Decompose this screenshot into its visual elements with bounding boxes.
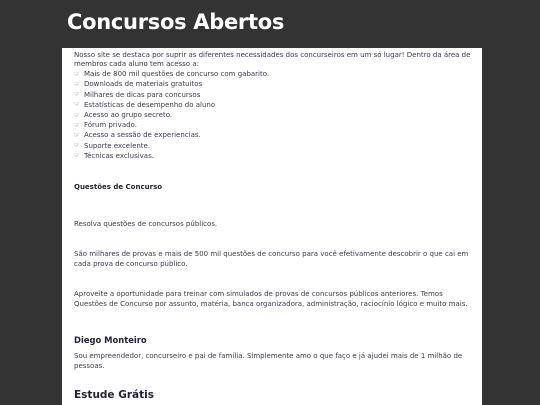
feature-item: [74, 111, 474, 121]
questoes-paragraph-2: São milhares de provas e mais de 500 mil questões de concurso para você efetivamente descobrir o que cai em cada prova de concurso público.: [74, 250, 469, 268]
author-bio: Sou empreendedor, concurseiro e pai de família. Simplemente amo o que faço e já ajudei mais de 1 milhão de pessoas.: [74, 352, 463, 370]
feature-item-label: Acesso ao grupo secreto.: [84, 110, 173, 119]
questoes-paragraph-1: Resolva questões de concursos públicos.: [74, 219, 218, 228]
feature-list: [74, 70, 474, 162]
author-name: Diego Monteiro: [74, 334, 147, 345]
feature-item-label: Fórum privado.: [84, 121, 137, 130]
site-title[interactable]: Concursos Abertos: [67, 10, 285, 34]
feature-item: [74, 70, 474, 80]
feature-item-label: Estatísticas de desempenho do aluno: [84, 100, 216, 109]
feature-item: [74, 80, 474, 90]
feature-item: [74, 141, 474, 151]
estude-gratis-heading: Estude Grátis: [74, 389, 154, 402]
site-header: [0, 0, 540, 48]
feature-item: [74, 131, 474, 141]
questoes-heading: Questões de Concurso: [74, 182, 163, 191]
questoes-paragraph-3: Aproveite a oportunidade para treinar com simulados de provas de concursos públicos anteriores. Temos Questões de Concurso por assunto, matéria, banca organizadora, administração, raciocínio lógico e muito mais.: [74, 290, 468, 308]
feature-item-label: Acesso a sessão de experiencias.: [84, 131, 201, 140]
pointing-hand-icon: ☞: [74, 70, 80, 78]
pointing-hand-icon: ☞: [74, 132, 80, 140]
feature-item-label: Suporte excelente.: [84, 141, 151, 150]
feature-item: [74, 90, 474, 100]
pointing-hand-icon: ☞: [74, 111, 80, 119]
pointing-hand-icon: ☞: [74, 101, 80, 109]
feature-item-label: Milhares de dicas para concursos: [84, 90, 201, 99]
pointing-hand-icon: ☞: [74, 121, 80, 129]
feature-item-label: Mais de 800 mil questões de concurso com gabarito.: [84, 70, 270, 79]
feature-item: [74, 121, 474, 131]
feature-item: [74, 100, 474, 110]
feature-item-label: Técnicas exclusivas.: [84, 151, 154, 160]
pointing-hand-icon: ☞: [74, 142, 80, 150]
intro-text: Nosso site se destaca por suprir as diferentes necessidades dos concurseiros em um só lugar! Dentro da área de membros cada aluno tem acesso a:: [74, 51, 471, 69]
feature-item-label: Downloads de materiais gratuitos: [84, 80, 203, 89]
pointing-hand-icon: ☞: [74, 81, 80, 89]
pointing-hand-icon: ☞: [74, 91, 80, 99]
pointing-hand-icon: ☞: [74, 152, 80, 160]
feature-item: [74, 151, 474, 161]
content-inner: [74, 51, 474, 401]
main-content: [62, 48, 482, 405]
